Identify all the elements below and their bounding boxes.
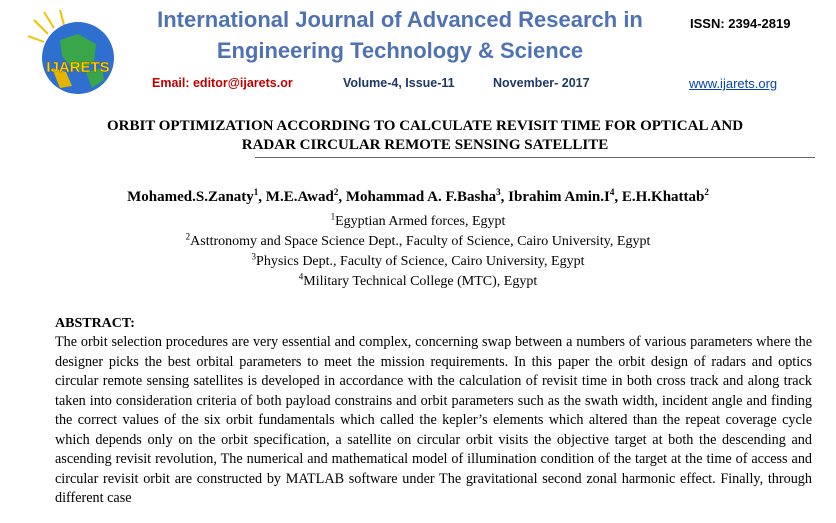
abstract-heading: ABSTRACT: [55, 316, 135, 331]
journal-title [140, 4, 660, 66]
issn: ISSN: 2394-2819 [690, 16, 791, 31]
paper-title [30, 117, 820, 155]
author-sup: 3 [496, 187, 501, 197]
editor-email[interactable]: Email: editor@ijarets.or [152, 76, 293, 90]
author-sup: 4 [609, 187, 615, 197]
affiliation-item [20, 252, 816, 272]
logo-text: IJARETS [46, 59, 110, 76]
author-list: Mohamed.S.Zanaty$^1$, M.E.Awad$^2$, Mohammad A. F.Basha$^3$, Ibrahim $Amin.I^4$, E.H.Khattab$^2$ [127, 187, 709, 205]
author-sup: 2 [333, 187, 339, 197]
journal-title-line2: Engineering Technology & Science [216, 38, 584, 63]
affiliation-sup: 1 [330, 211, 336, 222]
affiliation-item [20, 212, 816, 232]
affiliation-sup: 2 [185, 231, 191, 242]
affiliation-text: Asttronomy and Space Science Dept., Faculty of Science, Cairo University, Egypt [190, 234, 651, 249]
publication-date: November- 2017 [493, 76, 590, 90]
website-link[interactable]: www.ijarets.org [689, 76, 778, 91]
abstract-body: The orbit selection procedures are very essential and complex, concerning swap between a numbers of various parameters where the designer picks the best orbital parameters to meet the mission requirements. In this paper the orbit design of radars and optics circular remote sensing satellites is developed in accordance with the calculation of revisit time in both cross track and along track taken into consideration criteria of both payload constrains and orbit parameters such as the swath width, incident angle and finding the correct values of the six orbit fundamentals which called the kepler’s elements which altered than the repeat coverage cycle which depends only on the orbit specification, a satellite on circular orbit visits the objective target at both the descending and ascending revisit revolution, The numerical and mathematical model of illumination condition of the target at the time of access and circular revisit orbit are constructed by MATLAB software under The gravitational second zonal harmonic effect. Finally, through different case [55, 334, 812, 506]
affiliation-sup: 4 [298, 271, 304, 282]
affiliation-list [20, 212, 816, 292]
affiliation-sup: 3 [251, 251, 257, 262]
title-divider [255, 157, 815, 158]
author-name: Mohamed.S.Zanaty [127, 189, 254, 205]
author-name: Mohammad A. F.Basha [345, 189, 497, 205]
affiliation-text: Military Technical College (MTC), Egypt [303, 274, 538, 289]
affiliation-item [20, 272, 816, 292]
paper-title-line1: ORBIT OPTIMIZATION ACCORDING TO CALCULATE REVISIT TIME FOR OPTICAL AND [106, 118, 744, 134]
author-name: M.E.Awad [265, 189, 334, 205]
affiliation-item [20, 232, 816, 252]
author-sup: 1 [253, 187, 259, 197]
paper-title-line2: RADAR CIRCULAR REMOTE SENSING SATELLITE [241, 137, 609, 153]
author-name: Ibrahim Amin.I [508, 189, 610, 205]
affiliation-text: Egyptian Armed forces, Egypt [335, 214, 506, 229]
volume-issue: Volume-4, Issue-11 [343, 76, 455, 90]
journal-logo [22, 10, 122, 106]
author-sup: 2 [704, 187, 709, 197]
journal-title-line1: International Journal of Advanced Research in [157, 7, 643, 32]
author-name: E.H.Khattab [621, 189, 705, 205]
affiliation-text: Physics Dept., Faculty of Science, Cairo University, Egypt [256, 254, 585, 269]
